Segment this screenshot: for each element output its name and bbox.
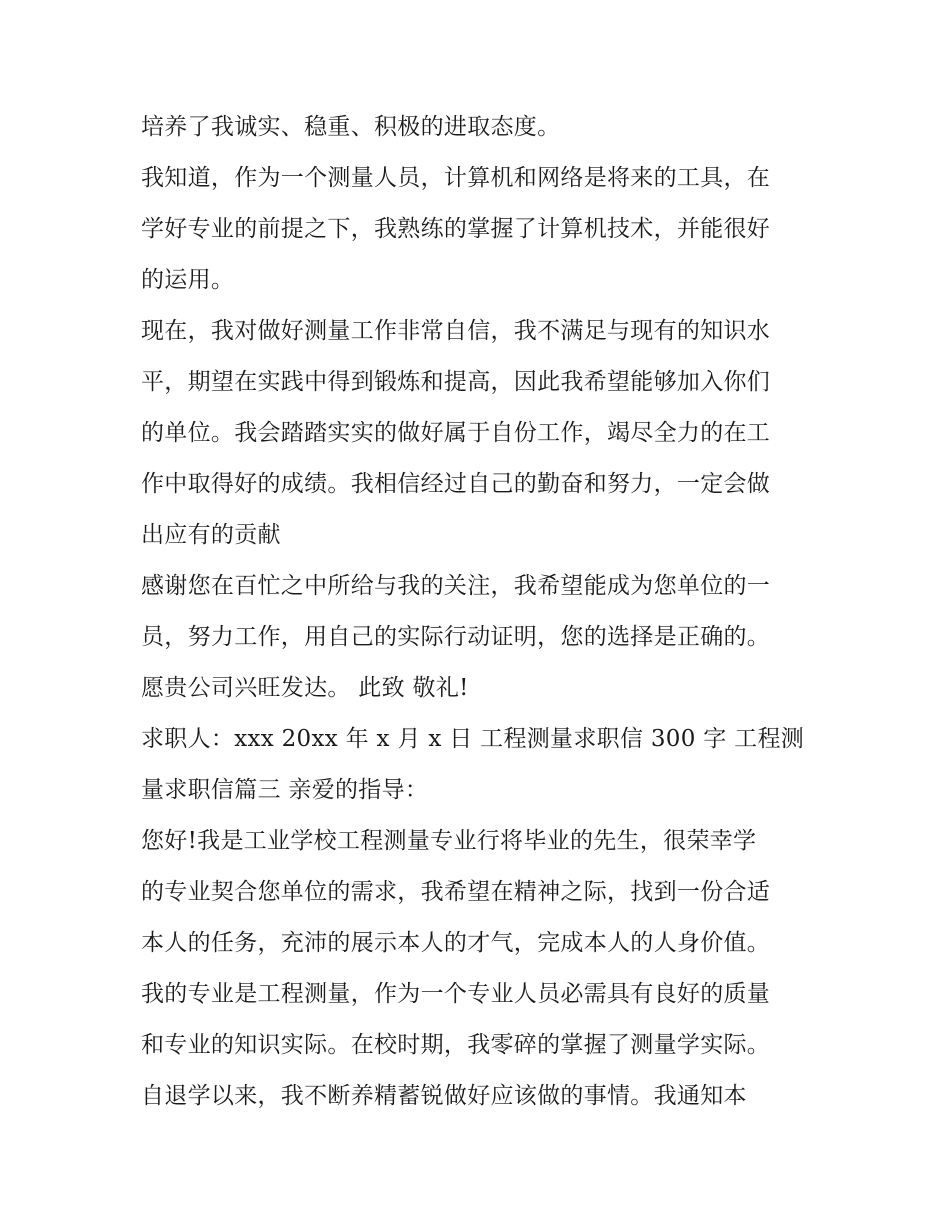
text-line: 学好专业的前提之下，我熟练的掌握了计算机技术，并能很好 xyxy=(141,216,771,242)
text-line: 培养了我诚实、稳重、积极的进取态度。 xyxy=(141,114,561,140)
text-line: 自退学以来，我不断养精蓄锐做好应该做的事情。我通知本 xyxy=(141,1083,747,1109)
text-line: 我的专业是工程测量，作为一个专业人员必需具有良好的质量 xyxy=(141,981,771,1007)
text-line: 感谢您在百忙之中所给与我的关注，我希望能成为您单位的一 xyxy=(141,573,771,599)
text-line: 作中取得好的成绩。我相信经过自己的勤奋和努力，一定会做 xyxy=(141,471,771,497)
text-line: 员，努力工作，用自己的实际行动证明，您的选择是正确的。 xyxy=(141,624,771,650)
text-line: 现在，我对做好测量工作非常自信，我不满足与现有的知识水 xyxy=(141,318,771,344)
text-line: 求职人：xxx 20xx 年 x 月 x 日 工程测量求职信 300 字 工程测 xyxy=(141,726,805,752)
text-line: 本人的任务，充沛的展示本人的才气，完成本人的人身价值。 xyxy=(141,930,771,956)
text-line: 的专业契合您单位的需求，我希望在精神之际，找到一份合适 xyxy=(141,879,771,905)
text-line: 平，期望在实践中得到锻炼和提高，因此我希望能够加入你们 xyxy=(141,369,771,395)
document-body xyxy=(141,107,841,1127)
text-line: 您好!我是工业学校工程测量专业行将毕业的先生，很荣幸学 xyxy=(141,828,757,854)
text-line: 愿贵公司兴旺发达。 此致 敬礼! xyxy=(141,675,469,701)
text-line: 我知道，作为一个测量人员，计算机和网络是将来的工具，在 xyxy=(141,165,771,191)
text-line: 的单位。我会踏踏实实的做好属于自份工作，竭尽全力的在工 xyxy=(141,420,771,446)
text-line: 出应有的贡献 xyxy=(141,522,281,548)
text-line: 和专业的知识实际。在校时期，我零碎的掌握了测量学实际。 xyxy=(141,1032,771,1058)
text-line: 量求职信篇三 亲爱的指导： xyxy=(141,777,429,803)
text-line: 的运用。 xyxy=(141,267,235,293)
